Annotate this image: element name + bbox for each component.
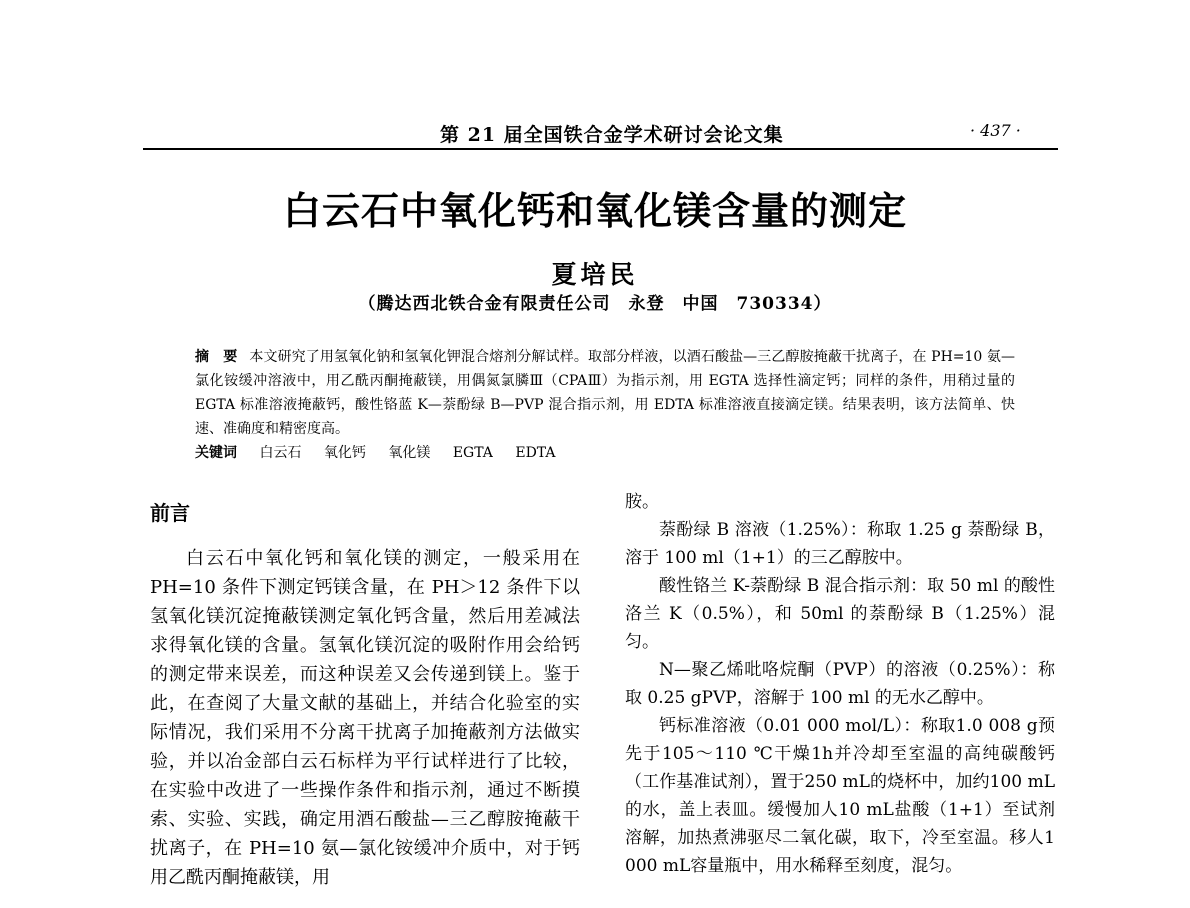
body-paragraph: 白云石中氧化钙和氧化镁的测定，一般采用在 PH=10 条件下测定钙镁含量，在 PH＞12 条件下以氢氧化镁沉淀掩蔽镁测定氧化钙含量，然后用差减法求得氧化镁的含量。氢氧化镁沉淀的吸附作用会给钙的测定带来误差，而这种误差又会传递到镁上。鉴于此，在查阅了大量文献的基础上，并结合化验室的实际情况，我们采用不分离干扰离子加掩蔽剂方法做实验，并以冶金部白云石标样为平行试样进行了比较，在实验中改进了一些操作条件和指示剂，通过不断摸索、实验、实践，确定用酒石酸盐—三乙醇胺掩蔽干扰离子，在 PH=10 氨—氯化铵缓冲介质中，对于钙用乙酰丙酮掩蔽镁，用 <box>150 548 580 888</box>
keyword: EGTA <box>452 445 493 461</box>
keyword: 氧化钙 <box>323 445 366 461</box>
paper-title: 白云石中氧化钙和氧化镁含量的测定 <box>282 189 907 233</box>
body-paragraph: 酸性铬兰 K-萘酚绿 B 混合指示剂：取 50 ml 的酸性洛兰 K（0.5%），和 50ml 的萘酚绿 B（1.25%）混匀。 <box>625 576 1055 652</box>
keywords <box>195 441 1015 465</box>
body-paragraph: 钙标准溶液（0.01 000 mol/L）：称取1.0 008 g预先于105～110 ℃干燥1h并冷却至室温的高纯碳酸钙（工作基准试剂），置于250 mL的烧杯中，加约100 mL的水，盖上表皿。缓慢加人10 mL盐酸（1+1）至试剂溶解，加热煮沸驱尽二氧化碳，取下，冷至室温。移人1 000 mL容量瓶中，用水稀释至刻度，混匀。 <box>625 716 1055 876</box>
keyword: 白云石 <box>259 445 302 461</box>
author-affiliation: （腾达西北铁合金有限责任公司 永登 中国 730334） <box>358 294 832 314</box>
right-column <box>625 488 1055 880</box>
body-paragraph: 萘酚绿 B 溶液（1.25%）：称取 1.25 g 萘酚绿 B，溶于 100 ml（1+1）的三乙醇胺中。 <box>625 520 1055 568</box>
header-divider <box>143 148 1058 150</box>
body-paragraph: N—聚乙烯吡咯烷酮（PVP）的溶液（0.25%）：称取 0.25 gPVP，溶解于 100 ml 的无水乙醇中。 <box>625 660 1055 708</box>
keyword: 氧化镁 <box>388 445 431 461</box>
page-number: · 437 · <box>970 121 1021 140</box>
abstract-label: 摘 要 <box>195 349 238 365</box>
journal-header-title: 第 21 届全国铁合金学术研讨会论文集 <box>440 124 784 146</box>
left-column <box>150 544 580 892</box>
abstract <box>195 345 1015 441</box>
section-heading-preface: 前言 <box>150 501 190 525</box>
abstract-text: 本文研究了用氢氧化钠和氢氧化钾混合熔剂分解试样。取部分样液，以酒石酸盐—三乙醇胺掩蔽干扰离子，在 PH=10 氨—氯化铵缓冲溶液中，用乙酰丙酮掩蔽镁，用偶氮氯膦Ⅲ（CPAⅢ）为指示剂，用 EGTA 选择性滴定钙；同样的条件，用稍过量的 EGTA 标准溶液掩蔽钙，酸性铬蓝 K—萘酚绿 B—PVP 混合指示剂，用 EDTA 标准溶液直接滴定镁。结果表明，该方法简单、快速、准确度和精密度高。 <box>195 349 1016 437</box>
author-name: 夏培民 <box>551 260 639 289</box>
keywords-label: 关键词 <box>195 445 237 461</box>
body-paragraph-continuation: 胺。 <box>625 492 659 512</box>
keyword: EDTA <box>515 445 556 461</box>
